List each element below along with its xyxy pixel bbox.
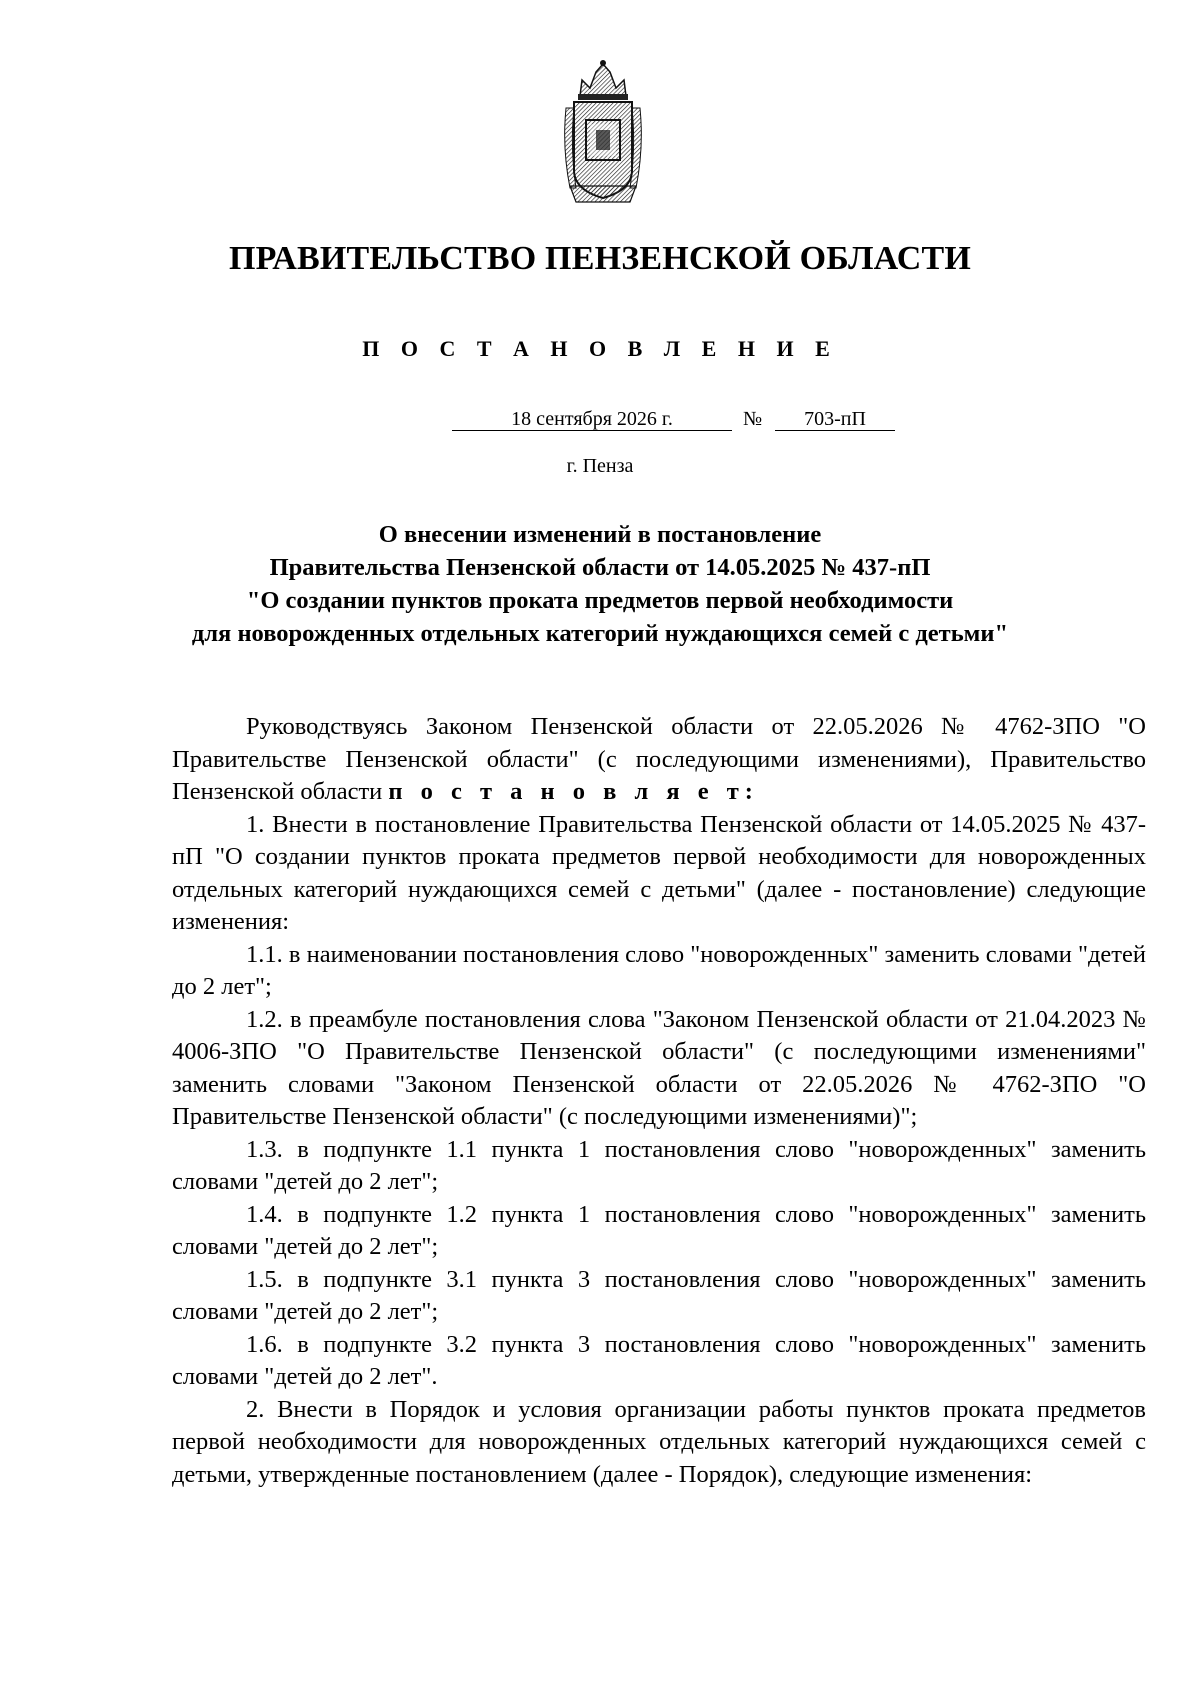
subject-line: для новорожденных отдельных категорий нуждающихся семей с детьми" <box>191 620 1009 647</box>
subparagraph-1-6: 1.6. в подпункте 3.2 пункта 3 постановления слово "новорожденных" заменить словами "детей до 2 лет". <box>172 1330 1146 1390</box>
preamble-text: Руководствуясь Законом Пензенской области от 22.05.2026 № 4762-ЗПО "О Правительстве Пензенской области" (с последующими изменениями), Правительство Пензенской области <box>172 713 1146 805</box>
subparagraph-1-4: 1.4. в подпункте 1.2 пункта 1 постановления слово "новорожденных" заменить словами "детей до 2 лет"; <box>172 1200 1146 1260</box>
subject-line: "О создании пунктов проката предметов первой необходимости <box>246 587 954 614</box>
subparagraph-1-2: 1.2. в преамбуле постановления слова "Законом Пензенской области от 21.04.2023 № 4006-ЗПО "О Правительстве Пензенской области" (с последующими изменениями" заменить словами "Законом Пензенской области от 22.05.2026 № 4762-ЗПО "О Правительстве Пензенской области" (с последующими изменениями)"; <box>172 1005 1146 1130</box>
subparagraph-1-1: 1.1. в наименовании постановления слово "новорожденных" заменить словами "детей до 2 лет"; <box>172 940 1146 1000</box>
document-number: 703-пП <box>775 408 895 431</box>
subparagraph-1-3: 1.3. в подпункте 1.1 пункта 1 постановления слово "новорожденных" заменить словами "детей до 2 лет"; <box>172 1135 1146 1195</box>
resolves-word: п о с т а н о в л я е т: <box>388 778 759 805</box>
document-subject <box>0 518 1200 650</box>
document-date: 18 сентября 2026 г. <box>452 408 732 431</box>
paragraph-1: 1. Внести в постановление Правительства Пензенской области от 14.05.2025 № 437-пП "О создании пунктов проката предметов первой необходимости для новорожденных отдельных категорий нуждающихся семей с детьми" (далее - постановление) следующие изменения: <box>172 810 1146 935</box>
subparagraph-1-5: 1.5. в подпункте 3.1 пункта 3 постановления слово "новорожденных" заменить словами "детей до 2 лет"; <box>172 1265 1146 1325</box>
subject-line: Правительства Пензенской области от 14.05.2025 № 437-пП <box>269 554 931 581</box>
paragraph-2: 2. Внести в Порядок и условия организации работы пунктов проката предметов первой необходимости для новорожденных отдельных категорий нуждающихся семей с детьми, утвержденные постановлением (далее - Порядок), следующие изменения: <box>172 1395 1146 1488</box>
organization-title: ПРАВИТЕЛЬСТВО ПЕНЗЕНСКОЙ ОБЛАСТИ <box>228 240 971 277</box>
number-sign: № <box>743 408 763 430</box>
coat-of-arms-icon <box>560 58 646 204</box>
document-city: г. Пенза <box>566 455 634 477</box>
preamble-paragraph <box>172 711 1146 809</box>
document-body <box>172 711 1146 1491</box>
subject-line: О внесении изменений в постановление <box>378 521 822 548</box>
document-type-title: П О С Т А Н О В Л Е Н И Е <box>362 336 838 361</box>
